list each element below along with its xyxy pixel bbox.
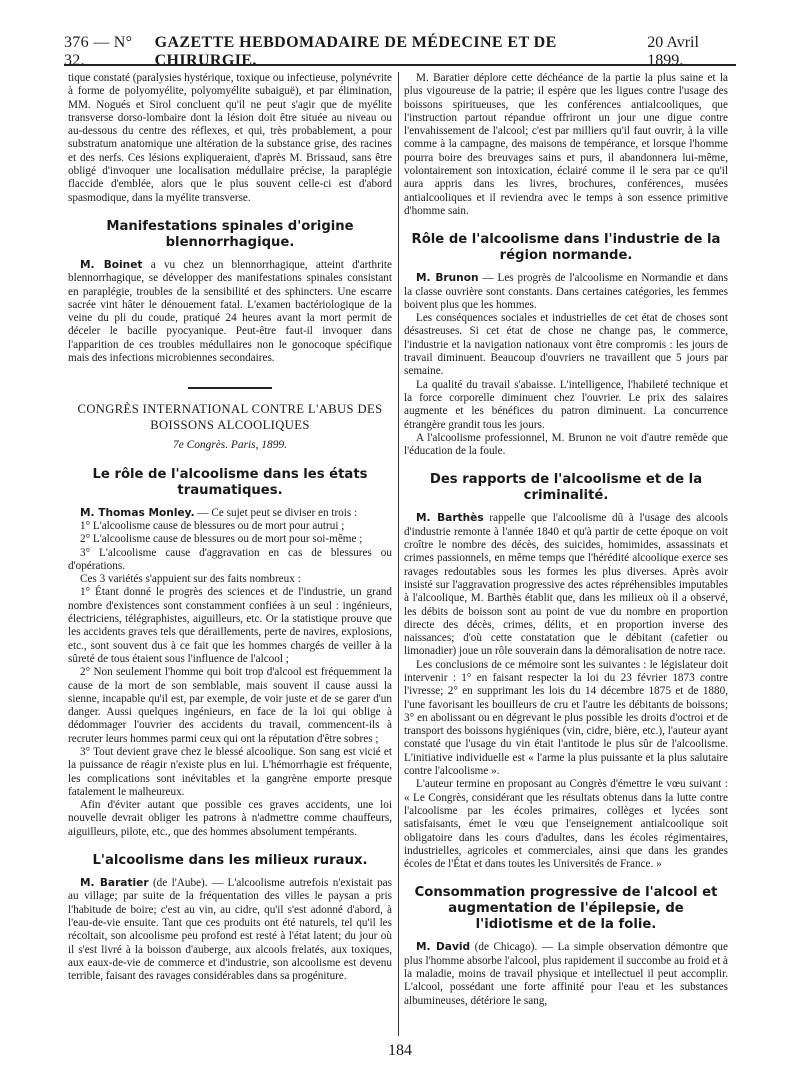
list-item: 3° L'alcoolisme cause d'aggravation en cas de blessures ou d'opérations. — [68, 546, 392, 572]
section-title-consumption: Consommation progressive de l'alcool et augmentation de l'épilepsie, de l'idiotisme et de la folie. — [414, 885, 718, 933]
paragraph: 1° Étant donné le progrès des sciences et de l'industrie, un grand nombre d'existences sont constamment confiées à un seul : ingénieurs, électriciens, télégraphistes, aiguilleurs, etc. Or la statistique prouve que les accidents graves tels que déraillements, perte de navires, explosions, etc., sont souvent dus à ce fait que les hommes chargés de veiller à la sûreté de tous étaient sous l'influence de l'alcool ; — [68, 586, 392, 665]
page-number: 184 — [388, 1042, 412, 1059]
list-item: 2° L'alcoolisme cause de blessures ou de mort pour soi-même ; — [80, 533, 363, 546]
paragraph: Les conséquences sociales et industrielles de cet état de choses sont désastreuses. Si cet état de chose ne change pas, le commerce, l'industrie et la navigation nationaux vont être compromis : les jours de travail diminuent. Beaucoup d'ouvriers ne travaillent que 5 jours par semaine. — [404, 312, 728, 378]
paragraph: Ces 3 variétés s'appuient sur des faits nombreux : — [80, 573, 301, 586]
section-title-traumatic: Le rôle de l'alcoolisme dans les états traumatiques. — [92, 466, 368, 498]
section-separator — [188, 387, 272, 389]
paragraph-brunon: M. Brunon — Les progrès de l'alcoolisme en Normandie et dans la classe ouvrière sont constants. Dans certaines catégories, les femmes boivent plus que les hommes. — [404, 272, 728, 311]
speaker-david: M. David — [416, 941, 471, 954]
congress-title: CONGRÈS INTERNATIONAL CONTRE L'ABUS DES BOISSONS ALCOOLIQUES — [77, 402, 383, 433]
paragraph-barthes: M. Barthès rappelle que l'alcoolisme dû à l'usage des alcools d'industrie remonte à l'année 1840 et qu'à partir de cette époque on voit croître le nombre des décès, des suicides, homimides, assassinats et crimes passionnels, en même temps que l'hérédité alcoolique exerce ses ravages redoutables sous les formes les plus diverses. Après avoir insisté sur l'aggravation progressive des actes répréhensibles imputables à l'alcoolique, M. Barthès établit que, dans les milieux où il a observé, les débits de boisson sont au point de vue du nombre en proportion directe des décès, crimes, délits, et en proportion inverse des naissances; d'où cette constatation que le débitant (cafetier ou limonadier) joue un rôle souverain dans la démoralisation de notre race. — [404, 512, 728, 658]
paragraph-david: M. David (de Chicago). — La simple observation démontre que plus l'homme absorbe l'alcool, plus rapidement il succombe au froid et à la maladie, moins de travail physique et intellectuel il peut accomplir. L'alcool, possédant une forte affinité pour l'eau et les substances albumineuses, détériore le sang, — [404, 941, 728, 1007]
congress-subtitle: 7e Congrès. Paris, 1899. — [173, 439, 287, 452]
left-column — [68, 72, 392, 1032]
paragraph: Les conclusions de ce mémoire sont les suivantes : le législateur doit intervenir : 1° en faisant respecter la loi du 23 février 1873 contre l'ivresse; 2° en supprimant les lois du 14 décembre 1875 et de 1880, l'une favorisant les bouilleurs de cru et l'autre les débitants de boissons; 3° en abolissant ou en dégrevant le plus possible les droits d'octroi et de transport des boissons hygiéniques (vin, cidre, bière, etc.), l'auteur ayant constaté que l'usage du vin était l'antitode le plus sûr de l'alcoolisme. L'initiative individuelle est « l'arme la plus puissante et la plus salutaire contre l'alcoolisme ». — [404, 658, 728, 778]
speaker-baratier: M. Baratier — [80, 877, 149, 890]
paragraph-baratier: M. Baratier (de l'Aube). — L'alcoolisme autrefois n'existait pas au village; par suite de la fréquentation des villes le paysan a pris l'habitude de boire; c'est au vin, au cidre, qu'il s'est adonné d'abord, à l'eau-de-vie ensuite. Tant que ces produits ont été naturels, tel qu'il les récoltait, son alcoolisme peu profond est resté à l'état latent; du jour où il s'est livré à la boisson d'auberge, aux alcools frelatés, aux toxiques, aux eaux-de-vie de commerce et d'industrie, son alcoolisme est devenu terrible, faisant des ravages considérables dans sa progéniture. — [68, 877, 392, 983]
list-item: 1° L'alcoolisme cause de blessures ou de mort pour autrui ; — [80, 519, 345, 532]
paragraph: A l'alcoolisme professionnel, M. Brunon ne voit d'autre remède que l'éducation de la foule. — [404, 431, 728, 458]
speaker-brunon: M. Brunon — [416, 272, 479, 285]
section-title-normandy: Rôle de l'alcoolisme dans l'industrie de la région normande. — [411, 232, 721, 264]
paragraph: La qualité du travail s'abaisse. L'intelligence, l'habileté technique et la force corporelle diminuent chez l'ouvrier. Le prix des salaires augmente et les bénéfices du patron diminuent. La concurrence étrangère grandit tous les jours. — [404, 378, 728, 431]
paragraph: 2° Non seulement l'homme qui boit trop d'alcool est fréquemment la cause de la mort de son semblable, mais souvent il cause aussi la sienne, incapable qu'il est, par exemple, de voir juste et de se garer d'un danger. Aussi quelques ingénieurs, en face de la loi qui oblige à dédommager l'ouvrier des accidents du travail, commencent-ils à recruter leurs hommes parmi ceux qui ont la réputation d'être sobres ; — [68, 666, 392, 745]
issue-date: 20 Avril 1899. — [647, 34, 699, 69]
speaker-monley: M. Thomas Monley. — [80, 506, 195, 519]
paragraph: L'auteur termine en proposant au Congrès d'émettre le vœu suivant : « Le Congrès, considérant que les résultats obtenus dans la lutte contre l'alcoolisme par les écoles primaires, collèges et lycées sont satisfaisants, émet le vœu que l'enseignement antialcoolique soit obligatoire dans les cours d'adultes, dans les écoles régimentaires, industrielles, agricoles et commerciales, ainsi que dans les grandes écoles de l'État et dans toutes les Universités de France. » — [404, 778, 728, 871]
section-title-spinal: Manifestations spinales d'origine blennorrhagique. — [106, 218, 354, 250]
header-rule — [64, 64, 736, 66]
column-divider — [398, 72, 399, 1036]
paragraph: 3° Tout devient grave chez le blessé alcoolique. Son sang est vicié et la puissance de réagir n'existe plus en lui. L'hémorrhagie est fréquente, les complications sont inévitables et la gangrène emporte presque fatalement le malheureux. — [68, 745, 392, 798]
intro-paragraph: tique constaté (paralysies hystérique, toxique ou infectieuse, polynévrite à forme de polyomyélite, polyomyélite subaiguë), et par élimination, MM. Nogués et Sirol concluent qu'il ne peut s'agir que de myélite transverse dorso-lombaire dont la lésion doit être située au niveau ou au-dessous du centre des réflexes, et qui, très probablement, a pour substratum anatomique une altération de la substance grise, des racines et des nerfs. Ces lésions expliqueraient, d'après M. Brissaud, sans être obligé d'invoquer une localisation médullaire précise, la paraplégie flaccide d'emblée, alors que le plus souvent celle-ci est d'abord spasmodique, dans la myélite transverse. — [68, 72, 392, 204]
page-reference: 376 — N° 32. — [64, 34, 133, 69]
paragraph-boinet: M. Boinet a vu chez un blennorrhagique, atteint d'arthrite blennorrhagique, se développer des manifestations spinales consistant en paraplégie, troubles de la sensibilité et des sphincters. Une escarre sacrée vint hâter le dénouement fatal. L'examen bactériologique de la veine du pli du coude, pratiqué 24 heures avant la mort permit de déceler le bacille pyocyanique. Peut-être faut-il invoquer dans l'apparition de ces troubles médullaires non le gonocoque spécifique mais des infections microbiennes secondaires. — [68, 258, 392, 365]
right-column — [404, 72, 728, 1032]
paragraph-monley: M. Thomas Monley. — Ce sujet peut se diviser en trois : — [80, 506, 358, 519]
paragraph: Afin d'éviter autant que possible ces graves accidents, une loi nouvelle devrait obliger les patrons à n'admettre comme chauffeurs, aiguilleurs, pilote, etc., que des hommes absolument tempérants. — [68, 799, 392, 838]
section-title-criminality: Des rapports de l'alcoolisme et de la criminalité. — [429, 472, 703, 504]
section-title-rural: L'alcoolisme dans les milieux ruraux. — [92, 853, 368, 869]
speaker-barthes: M. Barthès — [416, 512, 484, 525]
speaker-boinet: M. Boinet — [80, 258, 143, 271]
paragraph: M. Baratier déplore cette déchéance de la partie la plus saine et la plus vigoureuse de la patrie; il espère que les ligues contre l'usage des boissons spiritueuses, que les conférences antialcooliques, que l'instruction partout répandue offriront un jour une digue contre l'envahissement de l'alcool; c'est par milliers qu'il faut ouvrir, à la ville comme à la campagne, des maisons de tempérance, et lorsque l'homme pourra boire des breuvages sains et purs, il abandonnera lui-même, volontairement son intoxication, éclairé comme il le sera par ce qu'il aura appris dans les livres, brochures, conférences, musées antialcooliques et il reviendra avec le temps à son essence primitive d'homme sain. — [404, 72, 728, 217]
running-header — [64, 34, 736, 69]
journal-title: GAZETTE HEBDOMADAIRE DE MÉDECINE ET DE CHIRURGIE. — [154, 34, 557, 69]
